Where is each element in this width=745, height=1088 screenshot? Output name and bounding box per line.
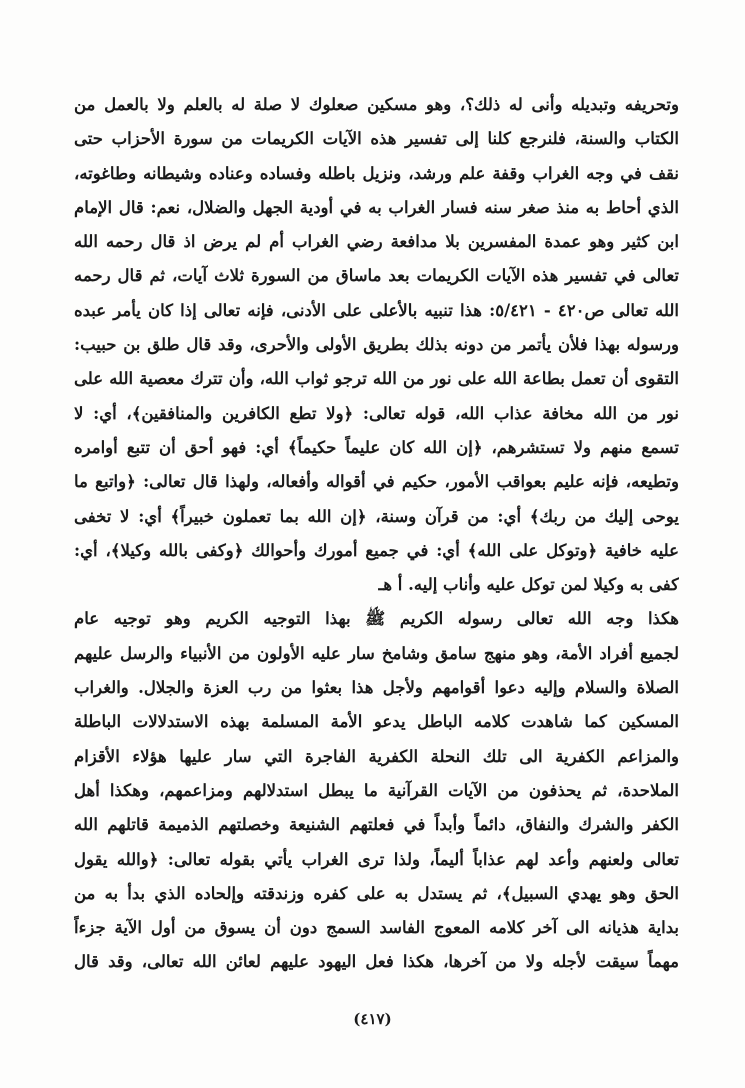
text-line: نقف في وجه الغراب وقفة علم ورشد، ونزيل باطله وفساده وعناده وشيطانه وطاغوته، bbox=[74, 163, 679, 183]
text-line: الذي أحاط به منذ صغر سنه فسار الغراب به في أودية الجهل والضلال، نعم: قال الإمام bbox=[74, 197, 679, 217]
text-line: عليه خافية ﴿وتوكل على الله﴾ أي: في جميع أمورك وأحوالك ﴿وكفى بالله وكيلا﴾، أي: bbox=[74, 540, 679, 560]
text-line: الصلاة والسلام وإليه دعوا أقوامهم ولأجل هذا بعثوا من رب العزة والجلال. والغراب bbox=[74, 678, 679, 698]
text-line: وتحريفه وتبديله وأنى له ذلك؟، وهو مسكين صعلوك لا صلة له بالعلم ولا بالعمل من bbox=[74, 95, 679, 114]
text-line: نور من الله مخافة عذاب الله، قوله تعالى: ﴿ولا تطع الكافرين والمنافقين﴾، أي: لا bbox=[74, 403, 679, 423]
text-line: الحق وهو يهدي السبيل﴾، ثم يستدل به على كفره وزندقته وإلحاده الذي بدأ به من bbox=[74, 883, 679, 903]
text-line: الملاحدة، ثم يحذفون من الآيات القرآنية ما يبطل استدلالهم ومزاعمهم، وهكذا أهل bbox=[74, 780, 679, 800]
text-line: الكفر والشرك والنفاق، دائماً وأبداً في فعلتهم الشنيعة وخصلتهم الذميمة قاتلهم الله bbox=[74, 815, 679, 835]
text-line: وتطيعه، فإنه عليم بعواقب الأمور، حكيم في أقواله وأفعاله، ولهذا قال تعالى: ﴿واتبع ما bbox=[74, 472, 679, 492]
text-line: والمزاعم الكفرية الى تلك النحلة الكفرية الفاجرة التي سار عليها هؤلاء الأقزام bbox=[74, 746, 679, 766]
text-line: هكذا وجه الله تعالى رسوله الكريم ﷺ بهذا التوجيه الكريم وهو توجيه عام bbox=[74, 609, 679, 629]
text-line: ابن كثير وهو عمدة المفسرين بلا مدافعة رضي الغراب أم لم يرض اذ قال رحمه الله bbox=[74, 232, 679, 252]
page-number: (٤١٧) bbox=[353, 1010, 392, 1028]
text-line: الكتاب والسنة، فلنرجع كلنا إلى تفسير هذه الآيات الكريمات من سورة الأحزاب حتى bbox=[74, 129, 679, 149]
text-line: يوحى إليك من ربك﴾ أي: من قرآن وسنة، ﴿إن الله بما تعملون خبيراً﴾ أي: لا تخفى bbox=[74, 506, 679, 526]
text-line: تعالى في تفسير هذه الآيات الكريمات بعد ماساق من السورة ثلاث آيات، ثم قال رحمه bbox=[74, 266, 679, 286]
text-line: مهماً سيقت لأجله ولا من آخرها، هكذا فعل اليهود عليهم لعائن الله تعالى، وقد قال bbox=[74, 952, 679, 972]
text-line: تعالى ولعنهم وأعد لهم عذاباً أليماً، ولذا ترى الغراب يأتي بقوله تعالى: ﴿والله يقول bbox=[74, 849, 679, 869]
text-line: لجميع أفراد الأمة، وهو منهج سامق وشامخ سار عليه الأولون من الأنبياء والرسل عليهم bbox=[74, 643, 679, 663]
text-line: تسمع منهم ولا تستشرهم، ﴿إن الله كان عليماً حكيماً﴾ أي: فهو أحق أن تتبع أوامره bbox=[74, 437, 679, 457]
text-line: الله تعالى ص٤٢٠ - ٥/٤٢١: هذا تنبيه بالأعلى على الأدنى، فإنه تعالى إذا كان يأمر عبده bbox=[74, 300, 679, 320]
text-line: التقوى أن تعمل بطاعة الله على نور من الله ترجو ثواب الله، وأن تترك معصية الله على bbox=[74, 369, 679, 389]
text-line: بداية هذيانه الى آخر كلامه المعوج الفاسد السمج دون أن يسوق من أول الآية جزءاً bbox=[74, 918, 679, 938]
text-line: ورسوله بهذا فلأن يأتمر من دونه بذلك بطريق الأولى والأحرى، وقد قال طلق بن حبيب: bbox=[74, 335, 679, 355]
body-text bbox=[74, 88, 679, 980]
text-line: المسكين كما شاهدت كلامه الباطل يدعو الأمة المسلمة بهذه الاستدلالات الباطلة bbox=[74, 712, 679, 732]
text-line: كفى به وكيلا لمن توكل عليه وأناب إليه. أ هـ bbox=[378, 575, 679, 595]
